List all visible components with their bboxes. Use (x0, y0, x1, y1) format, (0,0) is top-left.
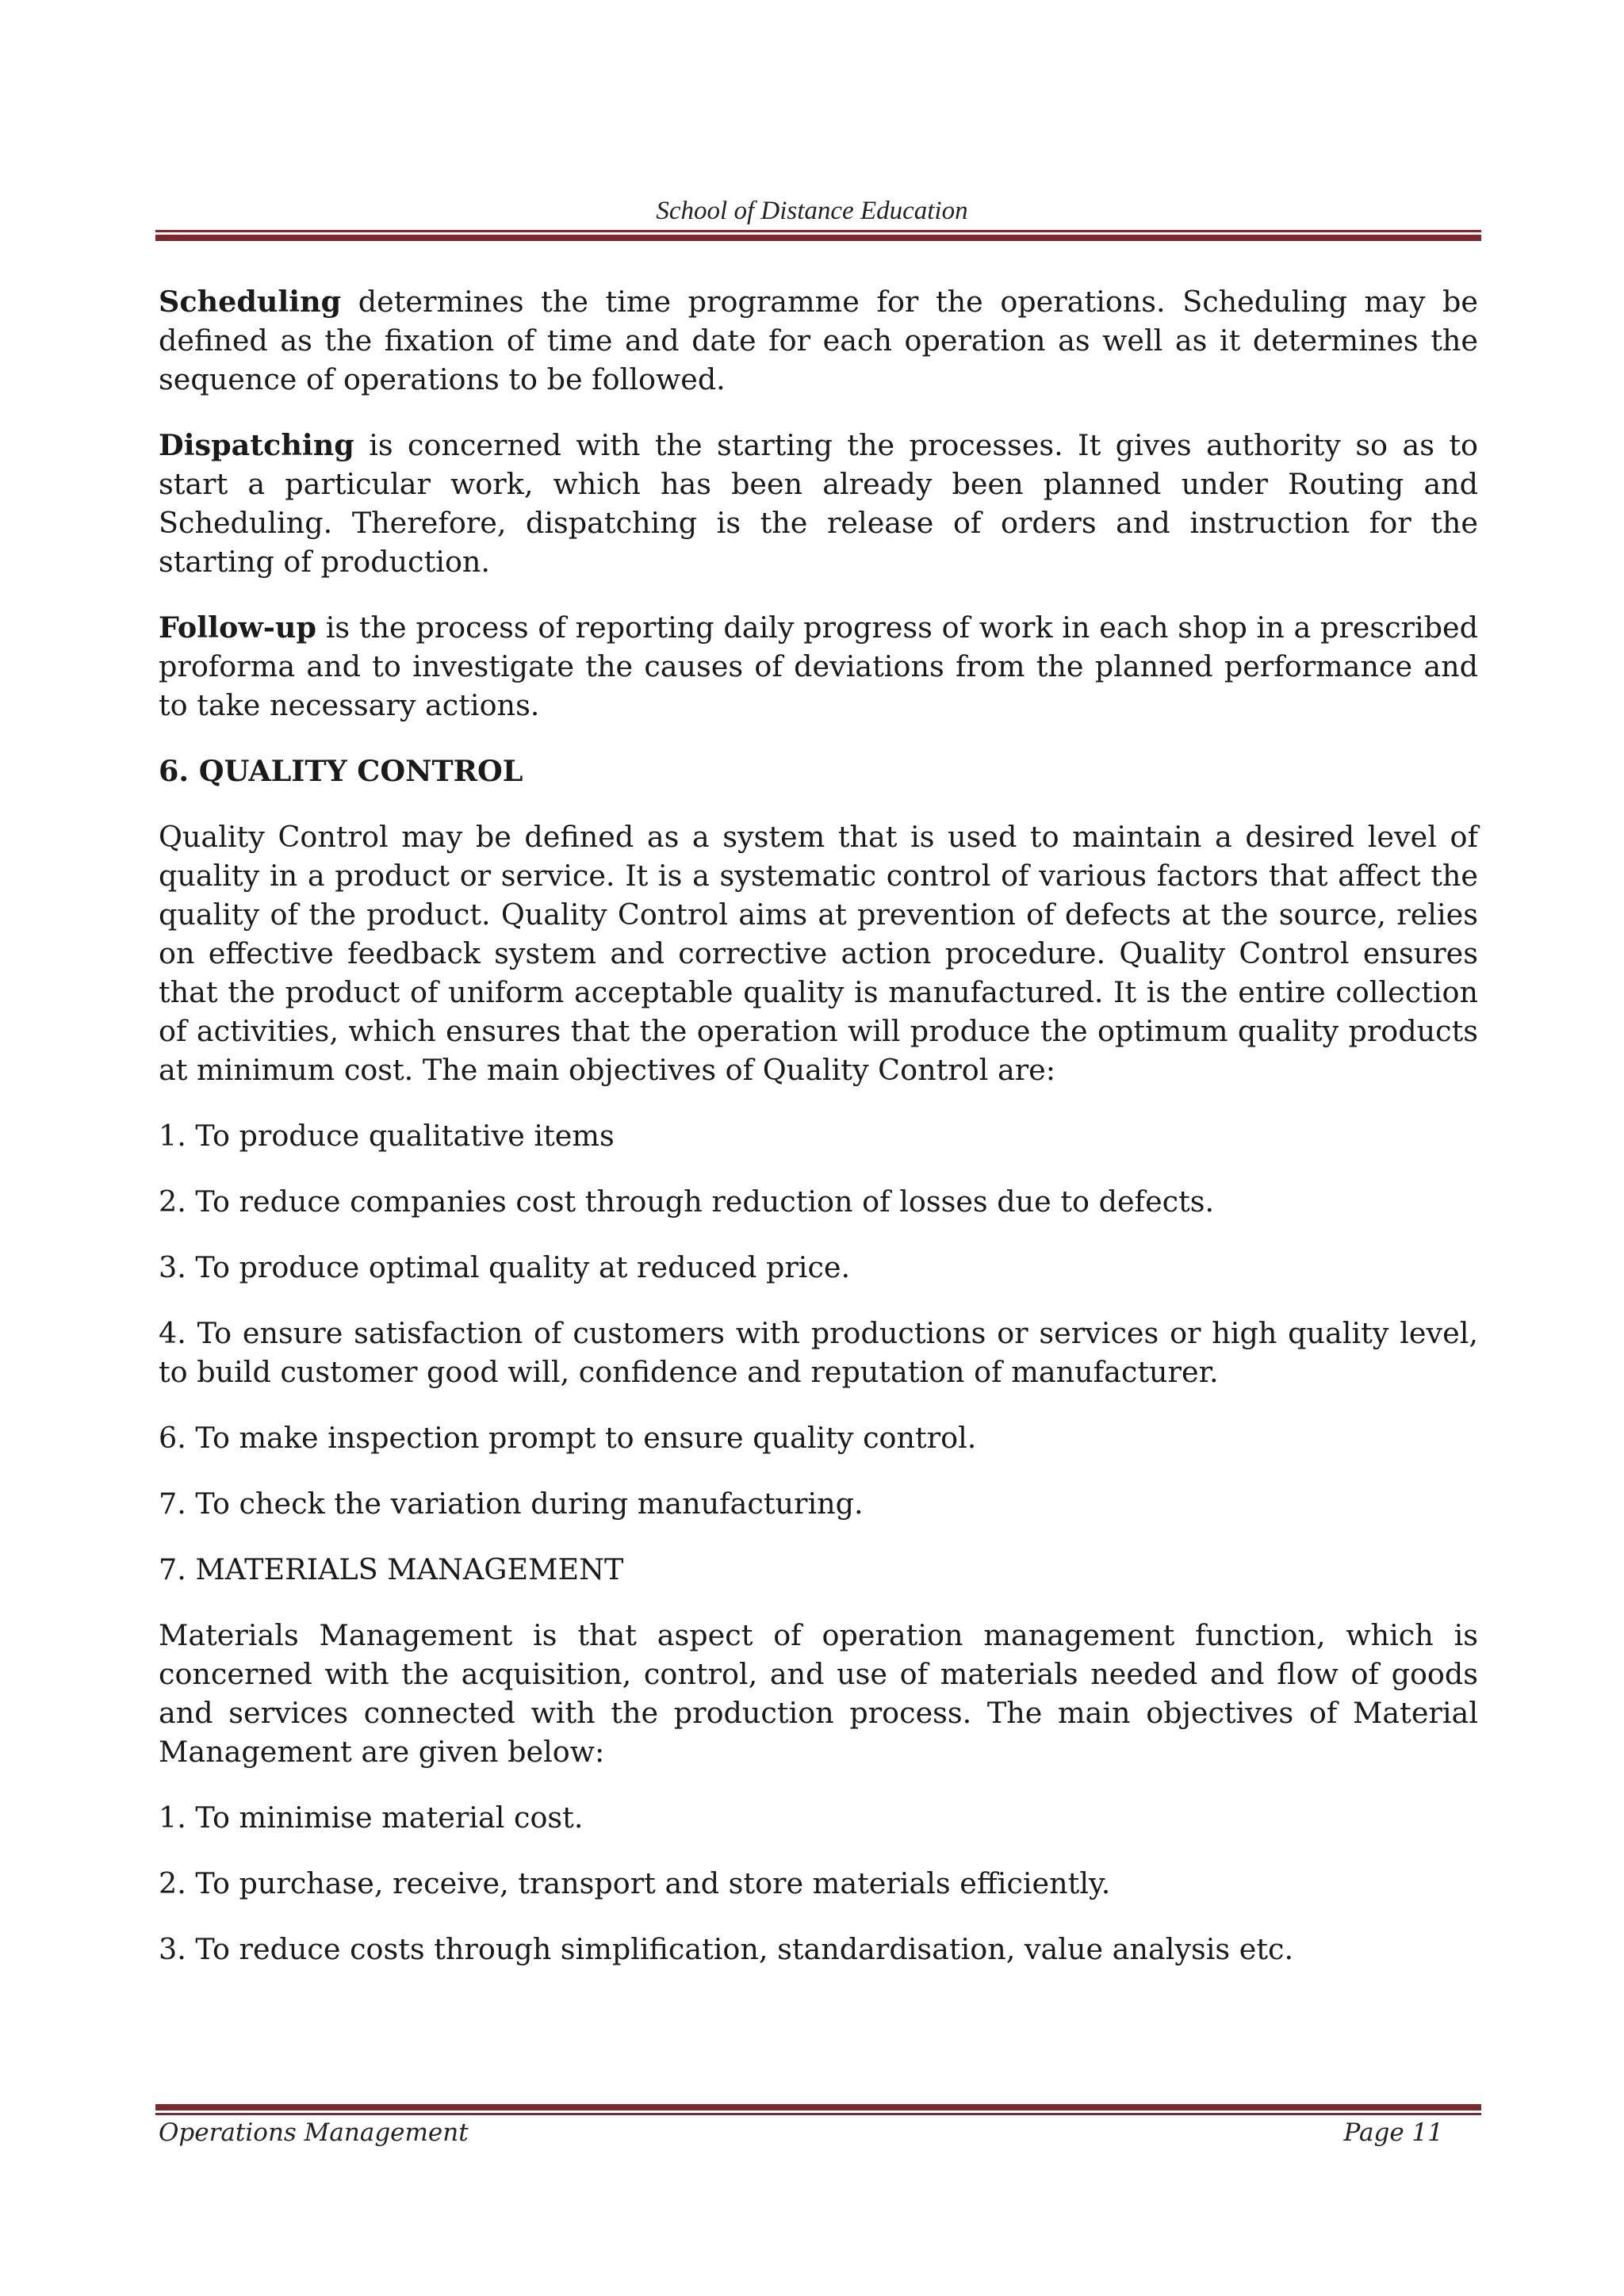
materials-management-intro: Materials Management is that aspect of operation management function, which is concerned with the acquisition, control, and use of materials needed and flow of goods and services connected with the production process. The main objectives of Material Management are given below: (159, 1618, 1478, 1769)
term-dispatching: Dispatching (159, 428, 354, 462)
page-number: Page 11 (1343, 2118, 1443, 2147)
scheduling-text: determines the time programme for the operations. Scheduling may be defined as the fixation of time and date for each operation as well as it determines the sequence of operations to be followed. (159, 285, 1478, 396)
dispatching-text: is concerned with the starting the processes. It gives authority so as to start a particular work, which has been already been planned under Routing and Scheduling. Therefore, dispatching is the release of orders and instruction for the starting of production. (159, 428, 1478, 579)
quality-control-intro: Quality Control may be defined as a system that is used to maintain a desired level of quality in a product or service. It is a systematic control of various factors that affect the quality of the product. Quality Control aims at prevention of defects at the source, relies on effective feedback system and corrective action procedure. Quality Control ensures that the product of uniform acceptable quality is manufactured. It is the entire collection of activities, which ensures that the operation will produce the optimum quality products at minimum cost. The main objectives of Quality Control are: (159, 820, 1478, 1087)
qc-objective-item: 7. To check the variation during manufacturing. (159, 1487, 864, 1521)
paragraph-dispatching (159, 426, 1478, 581)
mm-objective-item: 3. To reduce costs through simplification, standardisation, value analysis etc. (159, 1932, 1294, 1966)
term-followup: Follow-up (159, 610, 316, 645)
qc-objective-item: 1. To produce qualitative items (159, 1119, 615, 1153)
mm-objective-item: 1. To minimise material cost. (159, 1800, 584, 1835)
footer-rule-thick (155, 2104, 1481, 2110)
header-rule-thick (155, 235, 1481, 241)
section-heading-quality-control: 6. QUALITY CONTROL (159, 754, 523, 788)
qc-objective-item: 6. To make inspection prompt to ensure quality control. (159, 1421, 977, 1455)
qc-objective-item: 3. To produce optimal quality at reduced price. (159, 1250, 851, 1284)
footer-rule-thin (155, 2113, 1481, 2115)
footer-course-title: Operations Management (159, 2118, 469, 2147)
followup-text: is the process of reporting daily progress of work in each shop in a prescribed proforma and to investigate the causes of deviations from the planned performance and to take necessary actions. (159, 610, 1478, 722)
page-body (159, 282, 1478, 1996)
term-scheduling: Scheduling (159, 285, 342, 319)
paragraph-scheduling (159, 282, 1478, 399)
header-rule-thin (155, 230, 1481, 232)
paragraph-followup (159, 608, 1478, 725)
qc-objective-item: 2. To reduce companies cost through reduction of losses due to defects. (159, 1184, 1215, 1219)
mm-objective-item: 2. To purchase, receive, transport and store materials efficiently. (159, 1866, 1111, 1900)
section-heading-materials-management: 7. MATERIALS MANAGEMENT (159, 1552, 624, 1586)
running-header: School of Distance Education (656, 197, 968, 225)
qc-objective-item: 4. To ensure satisfaction of customers with productions or services or high quality level, to build customer good will, confidence and reputation of manufacturer. (159, 1316, 1478, 1389)
